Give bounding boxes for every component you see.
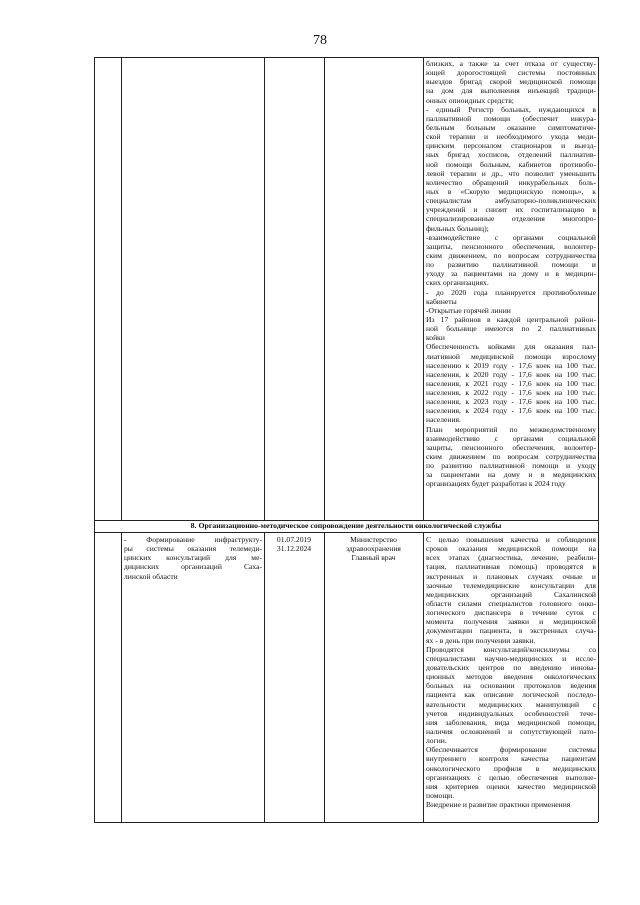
text-line: логии. (426, 736, 447, 746)
text-line: заочные телемедицинские консультации для (426, 580, 596, 590)
text-line: помощи. (426, 790, 455, 800)
text-line: организациях с целью обеспечения выполне- (426, 772, 596, 782)
text-line: ры системы оказания телемеди- (124, 544, 262, 554)
text-line: учреждений и снизит их госпитализацию в (426, 205, 596, 215)
text-line: Проводятся консультаций/консилиумы со (426, 644, 596, 654)
column-border-4-upper (324, 57, 325, 520)
text-line: С целью повышения качества и соблюдения (426, 535, 596, 544)
text-line: -Открытые горячей линии (426, 305, 511, 315)
text-line: медицинских организаций Сахалинской (426, 589, 596, 599)
measure-text (124, 535, 262, 581)
text-line: на дом для выполнения инъекций традици- (426, 86, 596, 96)
column-border-1 (94, 57, 95, 822)
text-line: вательности медицинских манипуляций с (426, 699, 596, 709)
text-line: больных на основании протоколов ведения (426, 681, 596, 691)
text-line: - единый Регистр больных, нуждающихся в (426, 104, 596, 114)
text-line: паллиативной помощи (обеспечит инкура- (426, 113, 596, 123)
text-line: защиты, пенсионного обеспечения, волонтер- (426, 241, 596, 251)
text-line: онкологического профиля в медицинских (426, 763, 596, 773)
text-line: наличия осложнений и сопутствующей пато- (426, 726, 596, 736)
text-line: специализированные отделения многопро- (426, 214, 596, 224)
column-border-5-lower (423, 532, 424, 822)
text-line: ской терапии и необходимого ухода меди- (426, 132, 596, 142)
text-line: по развитию паллиативной помощи и (426, 260, 596, 270)
text-line: населения, к 2020 году - 17,6 коек на 100 тыс. (426, 369, 596, 379)
end-date: 31.12.2024 (276, 544, 312, 554)
text-line: ния критериев оценки качество медицинской (426, 781, 596, 791)
section-heading: 8. Организационно-методическое сопровождение деятельности онкологической службы (190, 521, 502, 530)
text-line: цинских консультаций для ме- (124, 553, 262, 563)
text-line: момента получения заявки и медицинской (426, 617, 596, 627)
text-line: внутреннего контроля качества пациентам (426, 754, 596, 764)
start-date: 01.07.2019 (276, 535, 312, 544)
text-line: лиативной медицинской помощи взрослому (426, 351, 596, 361)
text-line: населению к 2019 году - 17,6 коек на 100 тыс. (426, 360, 596, 370)
text-line: Внедрение и развитие практики применения (426, 800, 571, 810)
text-line: ных в «Скорую медицинскую помощь», к (426, 186, 596, 196)
text-line: за пациентами на дому и в медицинских (426, 470, 596, 480)
column-border-6 (598, 57, 599, 822)
text-line: по развитию паллиативной помощи и уходу (426, 461, 596, 471)
text-line: левой терапии и др., что позволит уменьшить (426, 168, 596, 178)
text-line: документации пациента, в экстренных случа- (426, 626, 596, 636)
responsible-text (326, 535, 421, 562)
text-line: логического диспансера в течение суток с (426, 608, 596, 618)
text-line: ским движением, по вопросам сотрудничества (426, 250, 596, 260)
text-line: учетов индивидуальных особенностей тече- (426, 708, 596, 718)
text-line: уходу за пациентами на дому и в медицин- (426, 269, 596, 279)
text-line: фильных больниц); (426, 223, 489, 233)
text-line: тация, паллиативная помощь) проводятся в (426, 562, 596, 572)
text-line: койки (426, 333, 445, 343)
text-line: населения. (426, 415, 461, 425)
text-line: довательских центров по введению иннова- (426, 662, 596, 672)
text-line: специалистам амбулаторно-поликлинических (426, 196, 596, 206)
text-line: всех этапах (диагностика, лечение, реабили- (426, 553, 596, 563)
text-line: Министерство (350, 535, 397, 544)
table-bottom-border (94, 822, 598, 823)
text-line: ционных методов введения онкологических (426, 672, 596, 682)
description-text (426, 59, 596, 489)
column-border-5-upper (423, 57, 424, 520)
text-line: ющей дорогостоящей системы постоянных (426, 68, 596, 78)
text-line: организациях будет разработан к 2024 году (426, 479, 566, 489)
column-border-4-lower (324, 532, 325, 822)
text-line: Обеспеченность койками для оказания пал- (426, 342, 596, 352)
text-line: ной больнице имеются по 2 паллиативных (426, 324, 596, 334)
table-top-border (94, 57, 598, 58)
column-border-3-upper (264, 57, 265, 520)
text-line: цинским персоналом стационаров и выезд- (426, 141, 596, 151)
text-line: взаимодействию с органами социальной (426, 433, 596, 443)
text-line: количество обращений инкурабельных боль- (426, 177, 596, 187)
text-line: ной помощи больным, кабинетов противобо- (426, 159, 596, 169)
text-line: населения, к 2024 году - 17,6 коек на 100 тыс. (426, 406, 596, 416)
text-line: онных опиоидных средств; (426, 95, 514, 105)
text-line: близких, а также за счет отказа от существу- (426, 59, 596, 68)
text-line: населения, к 2022 году - 17,6 коек на 100 тыс. (426, 388, 596, 398)
section-row-border (94, 532, 598, 533)
text-line: Главный врач (351, 553, 396, 563)
text-line: экстренных и плановых случаях очные и (426, 571, 596, 581)
column-border-2-lower (121, 532, 122, 822)
text-line: пациента как описание логической последо- (426, 690, 596, 700)
text-line: ях - в день при получении заявки. (426, 635, 536, 645)
text-line: защиты, пенсионного обеспечения, волонтер- (426, 442, 596, 452)
text-line: здравоохранения (346, 544, 401, 554)
dates-text (266, 535, 322, 553)
text-line: -взаимодействие с органами социальной (426, 232, 596, 242)
text-line: бельным больным оказание симптоматиче- (426, 122, 596, 132)
text-line: специалистами научно-медицинских и иссле- (426, 653, 596, 663)
text-line: План мероприятий по межведомственному (426, 424, 596, 434)
text-line: ским движением по вопросам сотрудничества (426, 452, 596, 462)
text-line: ния заболевания, вида медицинской помощи, (426, 717, 596, 727)
text-line: населения, к 2021 году - 17,6 коек на 100 тыс. (426, 378, 596, 388)
text-line: ских организациях. (426, 278, 489, 288)
column-border-3-lower (264, 532, 265, 822)
text-line: кабинеты (426, 296, 457, 306)
text-line: - до 2020 года планируется противоболевые (426, 287, 596, 297)
text-line: ных бригад хосписов, отделений паллиатив- (426, 150, 596, 160)
page-number: 78 (313, 33, 327, 48)
text-line: сроков оказания медицинской помощи на (426, 544, 596, 554)
text-line: выездов бригад скорой медицинской помощи (426, 77, 596, 87)
text-line: Из 17 районов в каждой центральной район- (426, 314, 596, 324)
text-line: - Формирование инфраструкту- (124, 535, 262, 544)
text-line: Обеспечивается формирование системы (426, 745, 596, 755)
text-line: населения, к 2023 году - 17,6 коек на 100 тыс. (426, 397, 596, 407)
column-border-2-upper (121, 57, 122, 520)
result-text (426, 535, 596, 809)
text-line: дицинских организаций Саха- (124, 562, 262, 572)
text-line: линской области (124, 571, 178, 581)
text-line: области силами специалистов головного онко- (426, 598, 596, 608)
